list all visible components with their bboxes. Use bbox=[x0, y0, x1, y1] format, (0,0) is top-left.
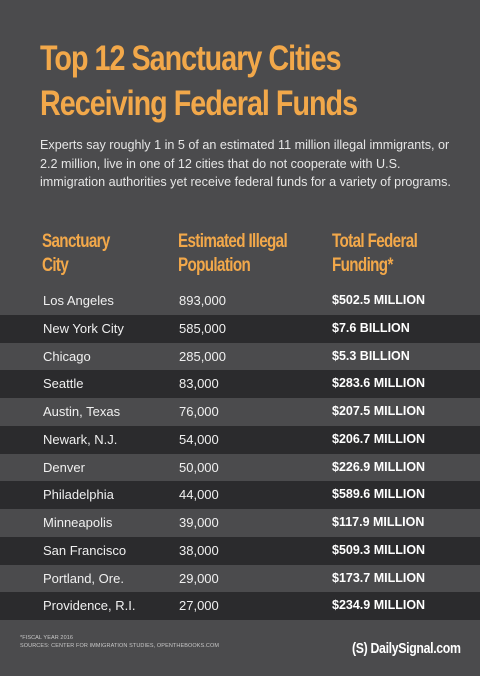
population-cell: 38,000 bbox=[179, 542, 219, 558]
header-city bbox=[42, 230, 162, 278]
population-cell: 285,000 bbox=[179, 348, 226, 364]
population-cell: 83,000 bbox=[179, 376, 219, 392]
footnote bbox=[20, 634, 219, 650]
table-row bbox=[0, 343, 480, 371]
table-row bbox=[0, 315, 480, 343]
funding-cell: $117.9 MILLION bbox=[332, 515, 425, 529]
funding-cell: $509.3 MILLION bbox=[332, 542, 426, 557]
population-cell: 585,000 bbox=[179, 320, 226, 336]
funding-cell: $206.7 MILLION bbox=[332, 431, 426, 446]
header-population-line-1: Estimated Illegal bbox=[178, 231, 288, 252]
table-row bbox=[0, 426, 480, 454]
city-cell: Los Angeles bbox=[43, 293, 114, 308]
funding-cell: $502.5 MILLION bbox=[332, 293, 426, 307]
population-cell: 29,000 bbox=[179, 570, 219, 586]
funding-cell: $589.6 MILLION bbox=[332, 487, 426, 502]
city-cell: Chicago bbox=[43, 348, 91, 364]
population-cell: 54,000 bbox=[179, 431, 219, 447]
table-row bbox=[0, 370, 480, 398]
funding-cell: $207.5 MILLION bbox=[332, 404, 426, 418]
table-row bbox=[0, 398, 480, 426]
header-population bbox=[178, 230, 314, 278]
header-city-line-1: Sanctuary bbox=[42, 231, 110, 252]
funding-cell: $226.9 MILLION bbox=[332, 459, 426, 474]
brand-logo: (S) DailySignal.com bbox=[352, 641, 461, 657]
header-population-line-2: Population bbox=[178, 255, 251, 276]
footnote-fiscal-year: *FISCAL YEAR 2016 bbox=[20, 635, 74, 641]
page-title bbox=[40, 36, 460, 126]
intro-paragraph: Experts say roughly 1 in 5 of an estimated 11 million illegal immigrants, or 2.2 million, live in one of 12 cities that do not cooperate with U.S. immigration authorities yet receive federal funds for a variety of programs. bbox=[40, 138, 451, 189]
table-row bbox=[0, 509, 480, 537]
city-cell: Denver bbox=[43, 459, 85, 475]
table-header bbox=[0, 230, 480, 286]
header-city-line-2: City bbox=[42, 255, 69, 276]
city-cell: Philadelphia bbox=[43, 487, 114, 503]
population-cell: 893,000 bbox=[179, 293, 226, 308]
funding-cell: $283.6 MILLION bbox=[332, 376, 426, 391]
header-funding-line-1: Total Federal bbox=[332, 231, 418, 252]
city-cell: San Francisco bbox=[43, 542, 127, 558]
table-row bbox=[0, 287, 480, 315]
table-row bbox=[0, 454, 480, 482]
population-cell: 50,000 bbox=[179, 459, 219, 475]
header-funding-line-2: Funding* bbox=[332, 255, 393, 276]
city-cell: Newark, N.J. bbox=[43, 431, 118, 447]
population-cell: 76,000 bbox=[179, 404, 219, 419]
table-row bbox=[0, 537, 480, 565]
table-row bbox=[0, 481, 480, 509]
table-body bbox=[0, 287, 480, 620]
population-cell: 27,000 bbox=[179, 598, 219, 614]
city-cell: Portland, Ore. bbox=[43, 570, 124, 586]
header-funding bbox=[332, 230, 444, 278]
population-cell: 39,000 bbox=[179, 515, 219, 530]
city-cell: Providence, R.I. bbox=[43, 598, 136, 614]
city-cell: Minneapolis bbox=[43, 515, 113, 530]
funding-cell: $5.3 BILLION bbox=[332, 348, 410, 363]
funding-cell: $234.9 MILLION bbox=[332, 598, 426, 613]
city-cell: Austin, Texas bbox=[43, 404, 121, 419]
table-row bbox=[0, 592, 480, 620]
city-cell: Seattle bbox=[43, 376, 84, 392]
city-cell: New York City bbox=[43, 320, 124, 336]
funding-cell: $173.7 MILLION bbox=[332, 570, 426, 585]
table-row bbox=[0, 565, 480, 593]
title-line-2: Receiving Federal Funds bbox=[40, 84, 358, 123]
funding-cell: $7.6 BILLION bbox=[332, 320, 410, 335]
title-line-1: Top 12 Sanctuary Cities bbox=[40, 39, 341, 78]
footnote-sources: SOURCES: CENTER FOR IMMIGRATION STUDIES, OPENTHEBOOKS.COM bbox=[20, 643, 220, 649]
population-cell: 44,000 bbox=[179, 487, 219, 503]
